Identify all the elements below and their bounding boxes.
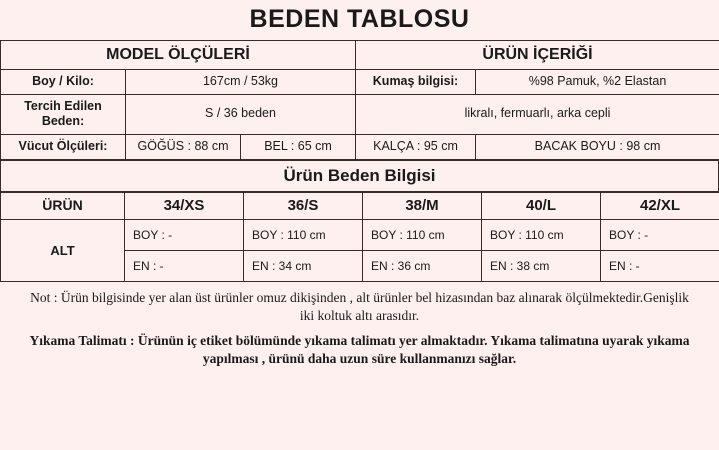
- table-row: [1, 41, 719, 70]
- model-height-weight-label: Boy / Kilo:: [1, 70, 126, 95]
- page-title: BEDEN TABLOSU: [249, 5, 470, 33]
- bust-measurement: GÖĞÜS : 88 cm: [126, 134, 241, 159]
- size-header-42xl: 42/XL: [601, 192, 719, 220]
- leg-length-measurement: BACAK BOYU : 98 cm: [476, 134, 719, 159]
- size-row-label-alt: ALT: [1, 220, 125, 282]
- size-header-34xs: 34/XS: [125, 192, 244, 220]
- en-42xl: EN : -: [601, 251, 719, 282]
- size-table: [0, 192, 719, 283]
- waist-measurement: BEL : 65 cm: [241, 134, 356, 159]
- size-header-40l: 40/L: [482, 192, 601, 220]
- size-header-38m: 38/M: [363, 192, 482, 220]
- en-34xs: EN : -: [125, 251, 244, 282]
- size-header-product: ÜRÜN: [1, 192, 125, 220]
- size-table-header-row: [1, 192, 719, 220]
- model-section-header: MODEL ÖLÇÜLERİ: [1, 41, 356, 70]
- boy-34xs: BOY : -: [125, 220, 244, 251]
- size-section-title: Ürün Beden Bilgisi: [0, 160, 719, 192]
- fabric-label: Kumaş bilgisi:: [356, 70, 476, 95]
- washing-instructions-note: Yıkama Talimatı : Ürünün iç etiket bölümünde yıkama talimatı yer almaktadır. Yıkama talimatına uyarak yıkama yapılması , ürünü daha uzun süre kullanmanızı sağlar.: [29, 332, 690, 366]
- model-height-weight-value: 167cm / 53kg: [126, 70, 356, 95]
- boy-38m: BOY : 110 cm: [363, 220, 482, 251]
- boy-40l: BOY : 110 cm: [482, 220, 601, 251]
- product-features-value: likralı, fermuarlı, arka cepli: [356, 94, 719, 134]
- size-header-36s: 36/S: [244, 192, 363, 220]
- en-40l: EN : 38 cm: [482, 251, 601, 282]
- en-36s: EN : 34 cm: [244, 251, 363, 282]
- table-row: [1, 220, 719, 251]
- preferred-size-value: S / 36 beden: [126, 94, 356, 134]
- preferred-size-label: Tercih Edilen Beden:: [1, 94, 126, 134]
- body-measurements-label: Vücut Ölçüleri:: [1, 134, 126, 159]
- boy-36s: BOY : 110 cm: [244, 220, 363, 251]
- table-row: [1, 70, 719, 95]
- hip-measurement: KALÇA : 95 cm: [356, 134, 476, 159]
- table-row: [1, 134, 719, 159]
- table-row: [1, 94, 719, 134]
- content-section-header: ÜRÜN İÇERİĞİ: [356, 41, 719, 70]
- boy-42xl: BOY : -: [601, 220, 719, 251]
- measurement-note: Not : Ürün bilgisinde yer alan üst ürünler omuz dikişinden , alt ürünler bel hizasından baz alınarak ölçülmektedir.Genişlik iki koltuk altı arasıdır.: [30, 290, 689, 324]
- en-38m: EN : 36 cm: [363, 251, 482, 282]
- measurements-table: [0, 40, 719, 160]
- notes-section: [0, 282, 719, 368]
- fabric-value: %98 Pamuk, %2 Elastan: [476, 70, 719, 95]
